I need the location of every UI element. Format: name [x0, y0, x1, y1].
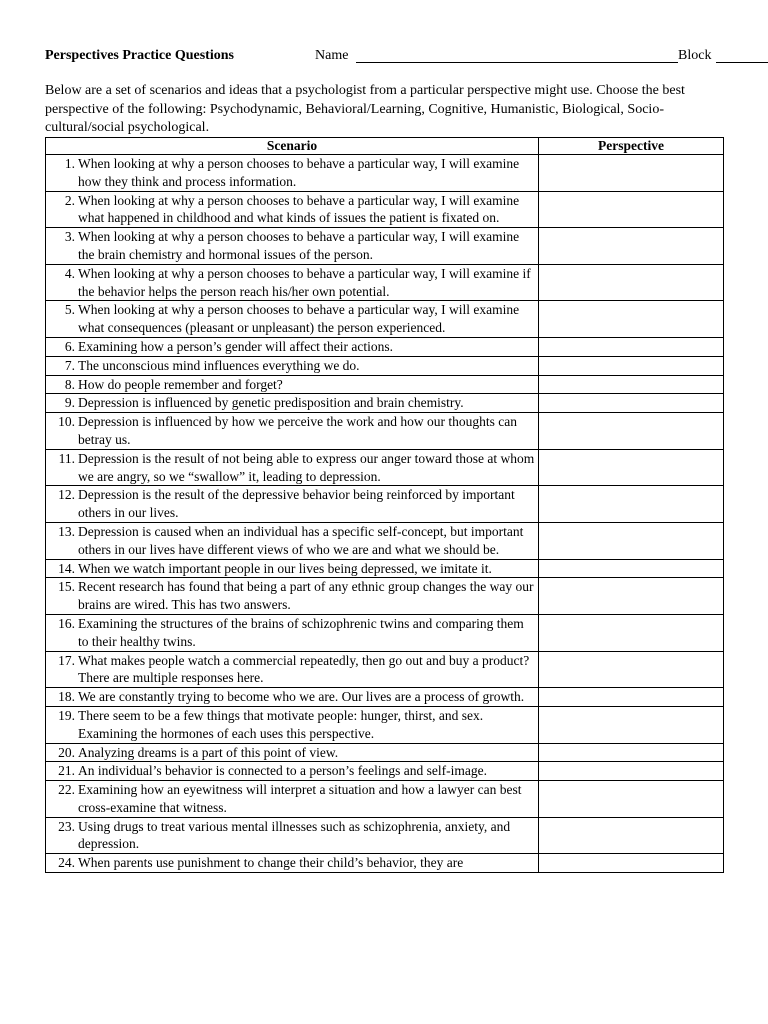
question-number: 19. [58, 707, 75, 723]
questions-body [46, 155, 724, 873]
scenario-cell [46, 743, 539, 762]
question-number: 18. [58, 689, 75, 705]
table-row [46, 762, 724, 781]
question-number: 21. [58, 763, 75, 779]
question-text: Using drugs to treat various mental illnesses such as schizophrenia, anxiety, and depression. [78, 818, 511, 852]
table-row [46, 522, 724, 559]
table-row [46, 614, 724, 651]
perspective-answer-cell[interactable] [539, 486, 724, 523]
table-row [46, 854, 724, 873]
question-number: 10. [58, 414, 75, 430]
table-row [46, 191, 724, 228]
scenario-cell [46, 301, 539, 338]
perspective-answer-cell[interactable] [539, 651, 724, 688]
question-text: When parents use punishment to change their child’s behavior, they are [78, 855, 464, 871]
scenario-cell [46, 228, 539, 265]
table-row [46, 706, 724, 743]
table-row [46, 356, 724, 375]
question-text: When we watch important people in our lives being depressed, we imitate it. [78, 560, 492, 576]
table-row [46, 449, 724, 486]
perspective-answer-cell[interactable] [539, 449, 724, 486]
question-text: Depression is influenced by genetic predisposition and brain chemistry. [78, 395, 464, 411]
question-text: When looking at why a person chooses to behave a particular way, I will examine how they think and process information. [78, 156, 520, 189]
table-row [46, 301, 724, 338]
scenario-cell [46, 854, 539, 873]
worksheet-title: Perspectives Practice Questions [45, 48, 234, 63]
perspective-answer-cell[interactable] [539, 155, 724, 192]
perspective-answer-cell[interactable] [539, 688, 724, 707]
question-number: 14. [58, 560, 75, 576]
question-text: Examining how an eyewitness will interpret a situation and how a lawyer can best cross-examine that witness. [78, 782, 522, 815]
table-row [46, 743, 724, 762]
scenario-cell [46, 264, 539, 301]
question-text: Examining how a person’s gender will affect their actions. [78, 338, 394, 354]
question-text: Depression is influenced by how we perceive the work and how our thoughts can betray us. [78, 414, 518, 447]
question-number: 8. [64, 376, 75, 392]
scenario-cell [46, 337, 539, 356]
perspective-answer-cell[interactable] [539, 706, 724, 743]
perspective-answer-cell[interactable] [539, 191, 724, 228]
scenario-header: Scenario [46, 138, 539, 155]
question-number: 2. [64, 192, 75, 208]
questions-table [45, 137, 724, 873]
question-text: When looking at why a person chooses to behave a particular way, I will examine what happened in childhood and what kinds of issues the patient is fixated on. [78, 192, 520, 226]
scenario-cell [46, 781, 539, 818]
scenario-cell [46, 522, 539, 559]
scenario-cell [46, 413, 539, 450]
perspective-answer-cell[interactable] [539, 413, 724, 450]
question-number: 16. [58, 615, 75, 631]
table-row [46, 486, 724, 523]
question-number: 23. [58, 818, 75, 834]
question-number: 20. [58, 744, 75, 760]
scenario-cell [46, 651, 539, 688]
block-label: Block [678, 48, 712, 63]
perspective-answer-cell[interactable] [539, 743, 724, 762]
instructions: Below are a set of scenarios and ideas that a psychologist from a particular perspective might use. Choose the best perspective of the following: Psychodynamic, Behavioral/Learning, Cognitive, Humanistic, Biological, Socio-cultural/social psychological. [45, 83, 685, 135]
perspective-answer-cell[interactable] [539, 817, 724, 854]
question-number: 1. [64, 156, 75, 171]
scenario-cell [46, 706, 539, 743]
question-number: 3. [64, 229, 75, 245]
table-row [46, 375, 724, 394]
question-text: The unconscious mind influences everything we do. [78, 357, 360, 373]
table-row [46, 651, 724, 688]
table-row [46, 337, 724, 356]
perspective-answer-cell[interactable] [539, 356, 724, 375]
scenario-cell [46, 762, 539, 781]
question-text: What makes people watch a commercial repeatedly, then go out and buy a product? There are multiple responses here. [78, 652, 530, 686]
table-row [46, 688, 724, 707]
question-number: 24. [58, 855, 75, 871]
perspective-answer-cell[interactable] [539, 854, 724, 873]
perspective-answer-cell[interactable] [539, 578, 724, 615]
table-row [46, 413, 724, 450]
block-blank[interactable] [716, 62, 768, 63]
question-text: We are constantly trying to become who we are. Our lives are a process of growth. [78, 689, 525, 705]
table-row [46, 155, 724, 192]
perspective-answer-cell[interactable] [539, 522, 724, 559]
question-text: Analyzing dreams is a part of this point of view. [78, 744, 339, 760]
question-text: When looking at why a person chooses to behave a particular way, I will examine the brain chemistry and hormonal issues of the person. [78, 229, 520, 262]
perspective-answer-cell[interactable] [539, 264, 724, 301]
question-number: 4. [64, 265, 75, 281]
perspective-answer-cell[interactable] [539, 762, 724, 781]
scenario-cell [46, 486, 539, 523]
question-number: 7. [64, 357, 75, 373]
question-number: 9. [64, 395, 75, 411]
scenario-cell [46, 614, 539, 651]
question-number: 12. [58, 487, 75, 503]
table-row [46, 559, 724, 578]
question-text: Depression is the result of not being able to express our anger toward those at whom we are angry, so we “swallow” it, leading to depression. [78, 450, 535, 484]
table-row [46, 228, 724, 265]
name-label: Name [315, 48, 349, 63]
table-row [46, 394, 724, 413]
question-text: Recent research has found that being a part of any ethnic group changes the way our brains are wired. This has two answers. [78, 579, 534, 613]
perspective-answer-cell[interactable] [539, 375, 724, 394]
perspective-answer-cell[interactable] [539, 301, 724, 338]
perspective-answer-cell[interactable] [539, 337, 724, 356]
table-row [46, 781, 724, 818]
question-text: When looking at why a person chooses to behave a particular way, I will examine what consequences (pleasant or unpleasant) the person experienced. [78, 302, 520, 336]
perspective-answer-cell[interactable] [539, 394, 724, 413]
scenario-cell [46, 191, 539, 228]
question-text: Depression is the result of the depressive behavior being reinforced by important others in our lives. [78, 487, 515, 521]
scenario-cell [46, 155, 539, 192]
question-number: 11. [58, 450, 75, 466]
question-text: An individual’s behavior is connected to a person’s feelings and self-image. [78, 763, 488, 779]
question-number: 15. [58, 579, 75, 595]
table-header-row [46, 138, 724, 155]
perspective-answer-cell[interactable] [539, 228, 724, 265]
scenario-cell [46, 394, 539, 413]
worksheet-header [45, 48, 725, 68]
question-text: Examining the structures of the brains of schizophrenic twins and comparing them to their healthy twins. [78, 615, 524, 649]
perspective-answer-cell[interactable] [539, 559, 724, 578]
scenario-cell [46, 356, 539, 375]
question-text: There seem to be a few things that motivate people: hunger, thirst, and sex. Examining the hormones of each uses this perspective. [78, 707, 484, 741]
scenario-cell [46, 375, 539, 394]
perspective-header: Perspective [539, 138, 724, 155]
scenario-cell [46, 449, 539, 486]
name-blank[interactable] [356, 62, 678, 63]
question-number: 5. [64, 302, 75, 318]
perspective-answer-cell[interactable] [539, 781, 724, 818]
question-number: 17. [58, 652, 75, 668]
table-row [46, 264, 724, 301]
table-row [46, 578, 724, 615]
question-number: 22. [58, 782, 75, 798]
table-row [46, 817, 724, 854]
scenario-cell [46, 688, 539, 707]
perspective-answer-cell[interactable] [539, 614, 724, 651]
question-text: How do people remember and forget? [78, 376, 283, 392]
question-number: 13. [58, 523, 75, 539]
scenario-cell [46, 559, 539, 578]
scenario-cell [46, 817, 539, 854]
question-text: Depression is caused when an individual has a specific self-concept, but important others in our lives have different views of who we are and what we should be. [78, 523, 524, 557]
question-number: 6. [64, 338, 75, 354]
scenario-cell [46, 578, 539, 615]
question-text: When looking at why a person chooses to behave a particular way, I will examine if the behavior helps the person reach his/her own potential. [78, 265, 531, 299]
